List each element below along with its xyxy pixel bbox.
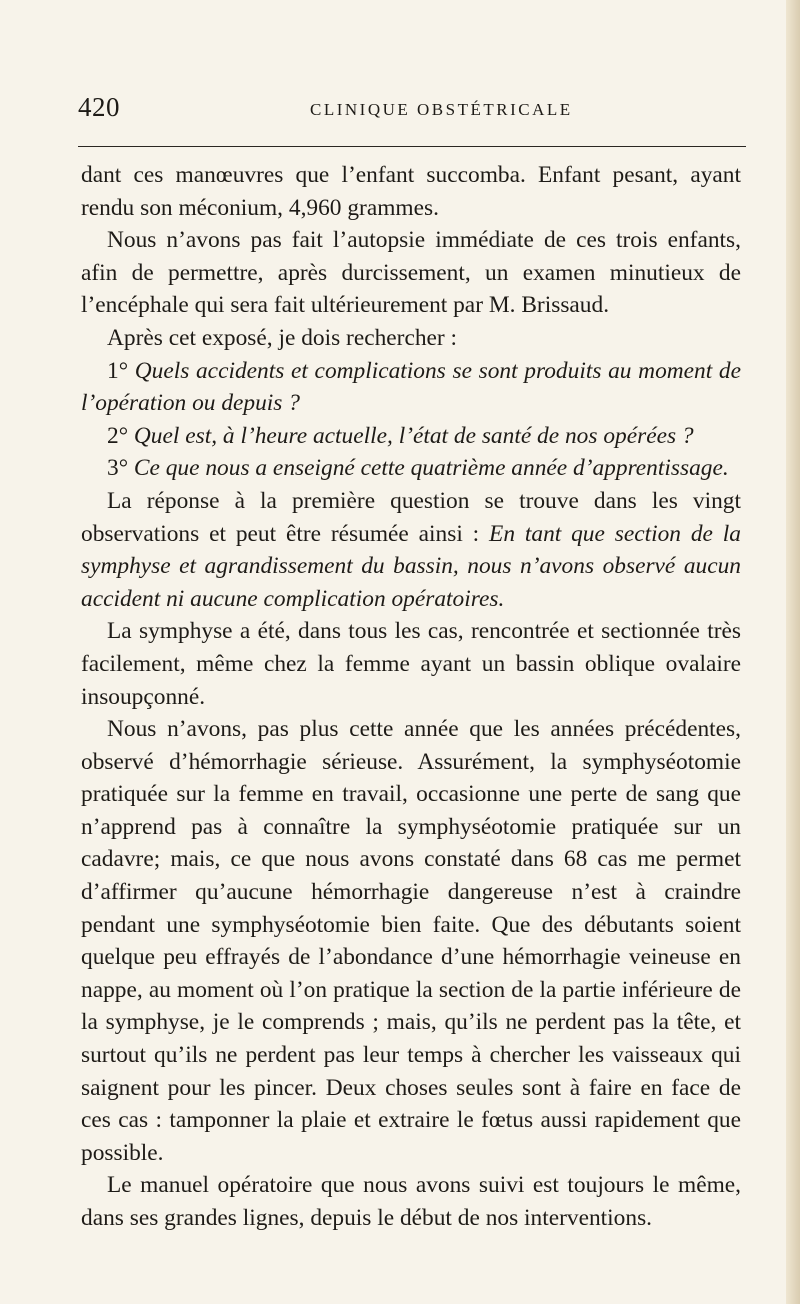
paragraph-manuel: Le manuel opératoire que nous avons suivi est toujours le même, dans ses grandes lignes, depuis le début de nos interventions.	[81, 1172, 741, 1231]
running-title: CLINIQUE OBSTÉTRICALE	[310, 100, 573, 119]
question-2	[81, 420, 741, 453]
question-number: 3°	[107, 455, 134, 482]
question-text: Ce que nous a enseigné cette quatrième année d’apprentissage.	[133, 455, 729, 482]
page-number: 420	[78, 92, 120, 122]
body-text	[81, 159, 741, 1235]
question-number: 2°	[107, 422, 134, 449]
header-rule	[78, 146, 746, 147]
answer-intro: La réponse à la première question se trouve dans les vingt observations et peut être résumée ainsi :	[81, 487, 741, 547]
answer-italic: En tant que section de la symphyse et agrandissement du bassin, nous n’avons observé aucun accident ni aucune complication opératoires.	[81, 520, 741, 612]
question-3	[81, 452, 741, 485]
paragraph-symphyse: La symphyse a été, dans tous les cas, rencontrée et sectionnée très facilement, même chez la femme ayant un bassin oblique ovalaire insoupçonné.	[81, 618, 741, 710]
question-1	[81, 355, 741, 420]
question-number: 1°	[107, 357, 135, 384]
paragraph-answer	[81, 485, 741, 615]
paragraph-expose: Après cet exposé, je dois rechercher :	[107, 324, 458, 351]
page-edge	[786, 0, 800, 1304]
question-text: Quel est, à l’heure actuelle, l’état de santé de nos opérées ?	[133, 422, 694, 449]
paragraph-continuation: dant ces manœuvres que l’enfant succomba. Enfant pesant, ayant rendu son méconium, 4,960 grammes.	[81, 162, 741, 221]
paragraph-hemorrhagie: Nous n’avons, pas plus cette année que les années précédentes, observé d’hémorrhagie sérieuse. Assurément, la symphyséotomie pratiquée sur la femme en travail, occasionne une perte de sang que n’apprend pas à connaître la symphyséotomie pratiquée sur un cadavre; mais, ce que nous avons constaté dans 68 cas me permet d’affirmer qu’aucune hémorrhagie dangereuse n’est à craindre pendant une symphyséotomie bien faite. Que des débutants soient quelque peu effrayés de l’abondance d’une hémorrhagie veineuse en nappe, au moment où l’on pratique la section de la partie inférieure de la symphyse, je le comprends ; mais, qu’ils ne perdent pas la tête, et surtout qu’ils ne perdent pas leur temps à chercher les vaisseaux qui saignent pour les pincer. Deux choses seules sont à faire en face de ces cas : tamponner la plaie et extraire le fœtus aussi rapidement que possible.	[81, 716, 741, 1166]
paragraph-autopsy: Nous n’avons pas fait l’autopsie immédiate de ces trois enfants, afin de permettre, après durcissement, un examen minutieux de l’encéphale qui sera fait ultérieurement par M. Brissaud.	[81, 227, 741, 319]
page-header	[0, 92, 800, 132]
question-text: Quels accidents et complications se sont produits au moment de l’opération ou depuis ?	[81, 357, 741, 417]
